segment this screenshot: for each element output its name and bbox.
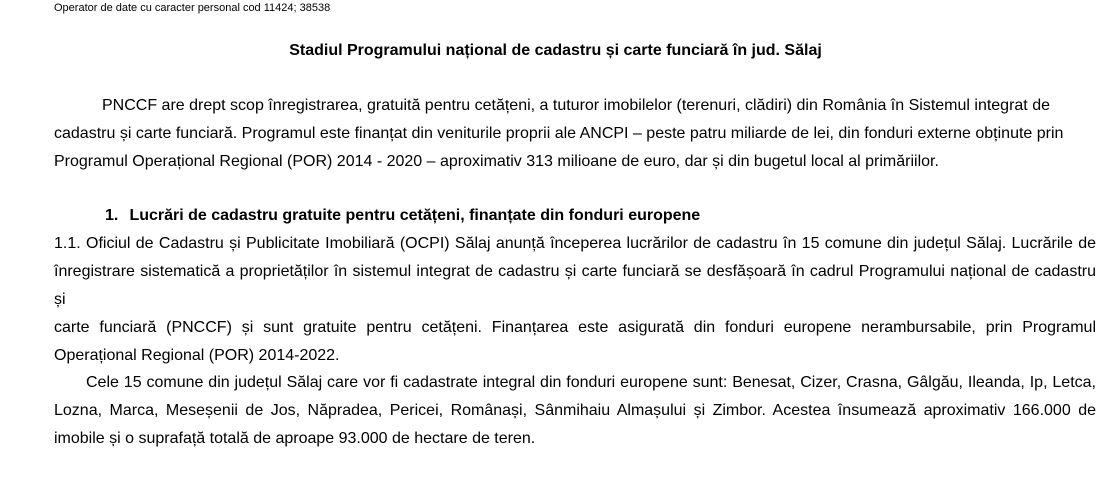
document-title: Stadiul Programului național de cadastru și carte funciară în jud. Sălaj xyxy=(289,42,822,59)
intro-line: Programul Operațional Regional (POR) 2014 - 2020 – aproximativ 313 milioane de euro, dar și din bugetul local al primăriilor. xyxy=(54,153,939,170)
section-1-number: 1. xyxy=(105,207,119,224)
section-1-title: Lucrări de cadastru gratuite pentru cetățeni, finanțate din fonduri europene xyxy=(129,207,701,224)
paragraph-line: imobile și o suprafață totală de aproape 93.000 de hectare de teren. xyxy=(54,430,536,447)
intro-paragraph xyxy=(54,92,1096,176)
paragraph-1-1 xyxy=(54,230,1096,370)
paragraph-line: carte funciară (PNCCF) și sunt gratuite pentru cetățeni. Finanțarea este asigurată din fonduri europene nerambursabile, prin Programul xyxy=(54,319,1096,336)
operator-header: Operator de date cu caracter personal cod 11424; 38538 xyxy=(54,2,331,14)
intro-line: cadastru și carte funciară. Programul este finanțat din veniturile proprii ale ANCPI – peste patru miliarde de lei, din fonduri externe obținute prin xyxy=(54,125,1064,142)
intro-line: PNCCF are drept scop înregistrarea, gratuită pentru cetățeni, a tuturor imobilelor (terenuri, clădiri) din România în Sistemul integrat de xyxy=(102,97,1050,114)
section-1-heading xyxy=(105,205,700,227)
paragraph-line: Operațional Regional (POR) 2014-2022. xyxy=(54,347,340,364)
communes-paragraph xyxy=(54,369,1096,453)
paragraph-line: Lozna, Marca, Meseșenii de Jos, Năpradea, Pericei, Românași, Sânmihaiu Almașului și Zimbor. Acestea însumează aproximativ 166.000 de xyxy=(54,402,1096,419)
paragraph-line: Cele 15 comune din județul Sălaj care vor fi cadastrate integral din fonduri europene sunt: Benesat, Cizer, Crasna, Gâlgău, Ileanda, Ip, Letca, xyxy=(86,374,1096,391)
paragraph-line: înregistrare sistematică a proprietăților în sistemul integrat de cadastru și carte funciară se desfășoară în cadrul Programului național de cadastru și xyxy=(54,263,1096,308)
paragraph-line: 1.1. Oficiul de Cadastru și Publicitate Imobiliară (OCPI) Sălaj anunță începerea lucrărilor de cadastru în 15 comune din județul Sălaj. Lucrările de xyxy=(54,235,1096,252)
